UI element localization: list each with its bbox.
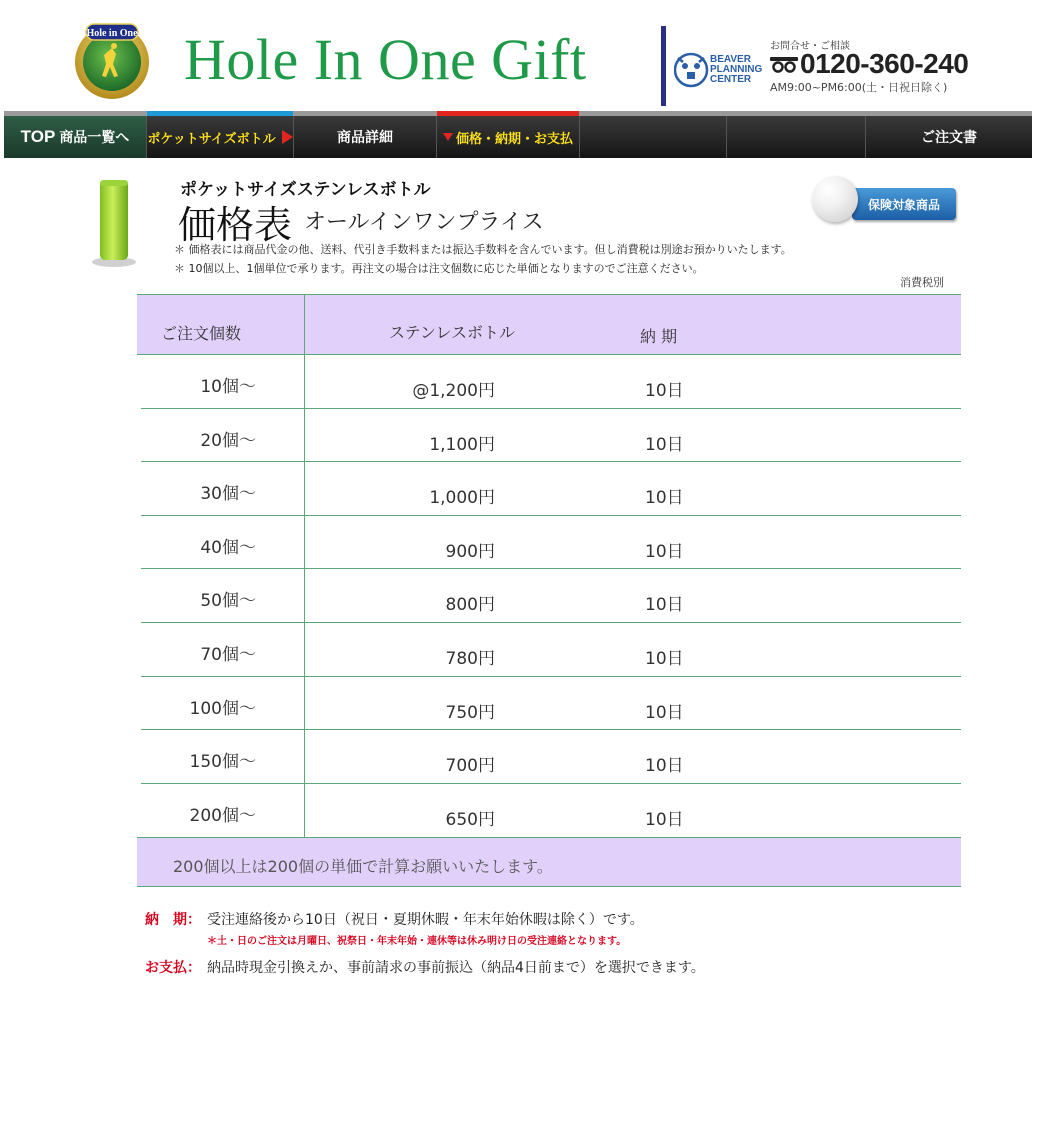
site-header <box>0 0 1040 112</box>
nav-item-product-details[interactable] <box>294 116 437 158</box>
price-table <box>137 294 961 887</box>
header-price: ステンレスボトル <box>389 323 516 342</box>
column-divider <box>304 355 305 408</box>
payment-label: お支払： <box>145 960 201 976</box>
business-hours: AM9:00~PM6:00(土・日祝日除く) <box>770 81 948 94</box>
nav-item-pocket-bottle[interactable] <box>147 116 294 158</box>
table-footer-note: 200個以上は200個の単価で計算お願いいたします。 <box>173 857 553 877</box>
price-note: ＊ 価格表には商品代金の他、送料、代引き手数料または振込手数料を含んでいます。但し消費税は別途お預かりいたします。 <box>174 243 792 256</box>
row-price: 650円 <box>445 809 495 830</box>
row-delivery: 10日 <box>645 434 684 455</box>
row-delivery: 10日 <box>645 809 684 830</box>
company-logo-text <box>710 55 762 85</box>
nav-item-top[interactable] <box>4 116 147 158</box>
row-price: 1,000円 <box>429 488 495 509</box>
bottle-icon <box>86 176 142 270</box>
page-subtitle: オールインワンプライス <box>304 210 544 235</box>
free-dial-icon <box>770 57 798 73</box>
table-body <box>137 355 961 837</box>
column-divider <box>304 784 305 838</box>
row-quantity: 10個〜 <box>200 377 256 397</box>
table-row <box>141 730 961 784</box>
company-logo-line: BEAVER <box>710 54 751 65</box>
column-divider <box>304 677 305 730</box>
row-delivery: 10日 <box>645 595 684 616</box>
row-quantity: 20個〜 <box>200 430 256 451</box>
row-price: 800円 <box>445 595 495 616</box>
arrow-right-icon <box>282 130 293 144</box>
hole-in-one-logo-icon[interactable] <box>74 18 150 102</box>
row-price: 900円 <box>445 541 495 562</box>
table-footer <box>137 837 961 887</box>
table-header <box>137 294 961 355</box>
header-quantity: ご注文個数 <box>161 324 242 343</box>
column-divider <box>304 569 305 622</box>
row-delivery: 10日 <box>645 541 684 562</box>
table-row <box>141 462 961 516</box>
insurance-badge[interactable]: 保険対象商品 <box>852 188 956 220</box>
delivery-note: ＊土・日のご注文は月曜日、祝祭日・年末年始・連休等は休み明け日の受注連絡となります。 <box>207 936 627 947</box>
nav-item-price-delivery-payment[interactable] <box>437 116 580 158</box>
header-divider <box>661 26 666 106</box>
table-row <box>141 623 961 677</box>
row-delivery: 10日 <box>645 756 684 777</box>
row-price: 700円 <box>445 756 495 777</box>
site-title[interactable]: Hole In One Gift <box>184 27 587 92</box>
column-divider <box>304 730 305 783</box>
nav-accent-bar <box>147 111 293 116</box>
delivery-label: 納 期： <box>145 912 201 928</box>
table-row <box>141 409 961 463</box>
golf-ball-icon <box>812 176 858 222</box>
nav-item-label: 価格・納期・お支払 <box>455 131 573 147</box>
arrow-down-icon <box>443 133 453 141</box>
table-row <box>141 355 961 409</box>
payment-text: 納品時現金引換えか、事前請求の事前振込（納品4日前まで）を選択できます。 <box>207 960 705 976</box>
table-row <box>141 784 961 838</box>
page-title: 価格表 <box>178 203 293 247</box>
product-subtitle: ポケットサイズステンレスボトル <box>180 180 431 200</box>
row-delivery: 10日 <box>645 488 684 509</box>
row-price: 750円 <box>445 702 495 723</box>
nav-item-blank <box>580 116 727 158</box>
row-delivery: 10日 <box>645 648 684 669</box>
main-nav <box>4 111 1032 158</box>
row-delivery: 10日 <box>645 702 684 723</box>
row-quantity: 150個〜 <box>189 752 256 773</box>
phone-number[interactable]: 0120-360-240 <box>800 48 969 79</box>
nav-item-label: ご注文書 <box>921 130 977 146</box>
nav-accent-bar <box>437 111 579 116</box>
row-delivery: 10日 <box>645 381 684 401</box>
nav-item-label: 商品詳細 <box>337 130 393 146</box>
row-price: 780円 <box>445 648 495 669</box>
table-row <box>141 677 961 731</box>
row-quantity: 50個〜 <box>200 591 256 612</box>
column-divider <box>304 462 305 515</box>
company-logo-line: PLANNING <box>710 64 763 75</box>
logo-text: Hole in One <box>86 28 138 39</box>
row-quantity: 40個〜 <box>200 537 256 558</box>
nav-top-word: TOP <box>20 127 56 146</box>
nav-item-label: ポケットサイズボトル <box>147 131 276 147</box>
row-quantity: 100個〜 <box>189 698 256 719</box>
contact-label: お問合せ・ご相談 <box>770 41 850 52</box>
column-divider <box>304 516 305 569</box>
row-quantity: 200個〜 <box>189 805 256 826</box>
table-row <box>141 569 961 623</box>
nav-item-order-form[interactable] <box>866 116 1032 158</box>
tax-note: 消費税別 <box>900 276 944 289</box>
row-price: 1,100円 <box>429 434 495 455</box>
company-logo-line: CENTER <box>710 74 752 85</box>
column-divider <box>304 409 305 462</box>
table-row <box>141 516 961 570</box>
nav-item-label: 商品一覧へ <box>59 130 130 146</box>
row-quantity: 70個〜 <box>200 644 256 665</box>
delivery-text: 受注連絡後から10日（祝日・夏期休暇・年末年始休暇は除く）です。 <box>207 912 644 928</box>
header-delivery: 納 期 <box>640 327 678 346</box>
column-divider <box>304 295 305 354</box>
price-note: ＊ 10個以上、1個単位で承ります。再注文の場合は注文個数に応じた単価となりますのでご注意ください。 <box>174 262 704 275</box>
nav-item-blank <box>727 116 866 158</box>
row-quantity: 30個〜 <box>200 484 256 505</box>
column-divider <box>304 623 305 676</box>
row-price: @1,200円 <box>412 381 495 401</box>
